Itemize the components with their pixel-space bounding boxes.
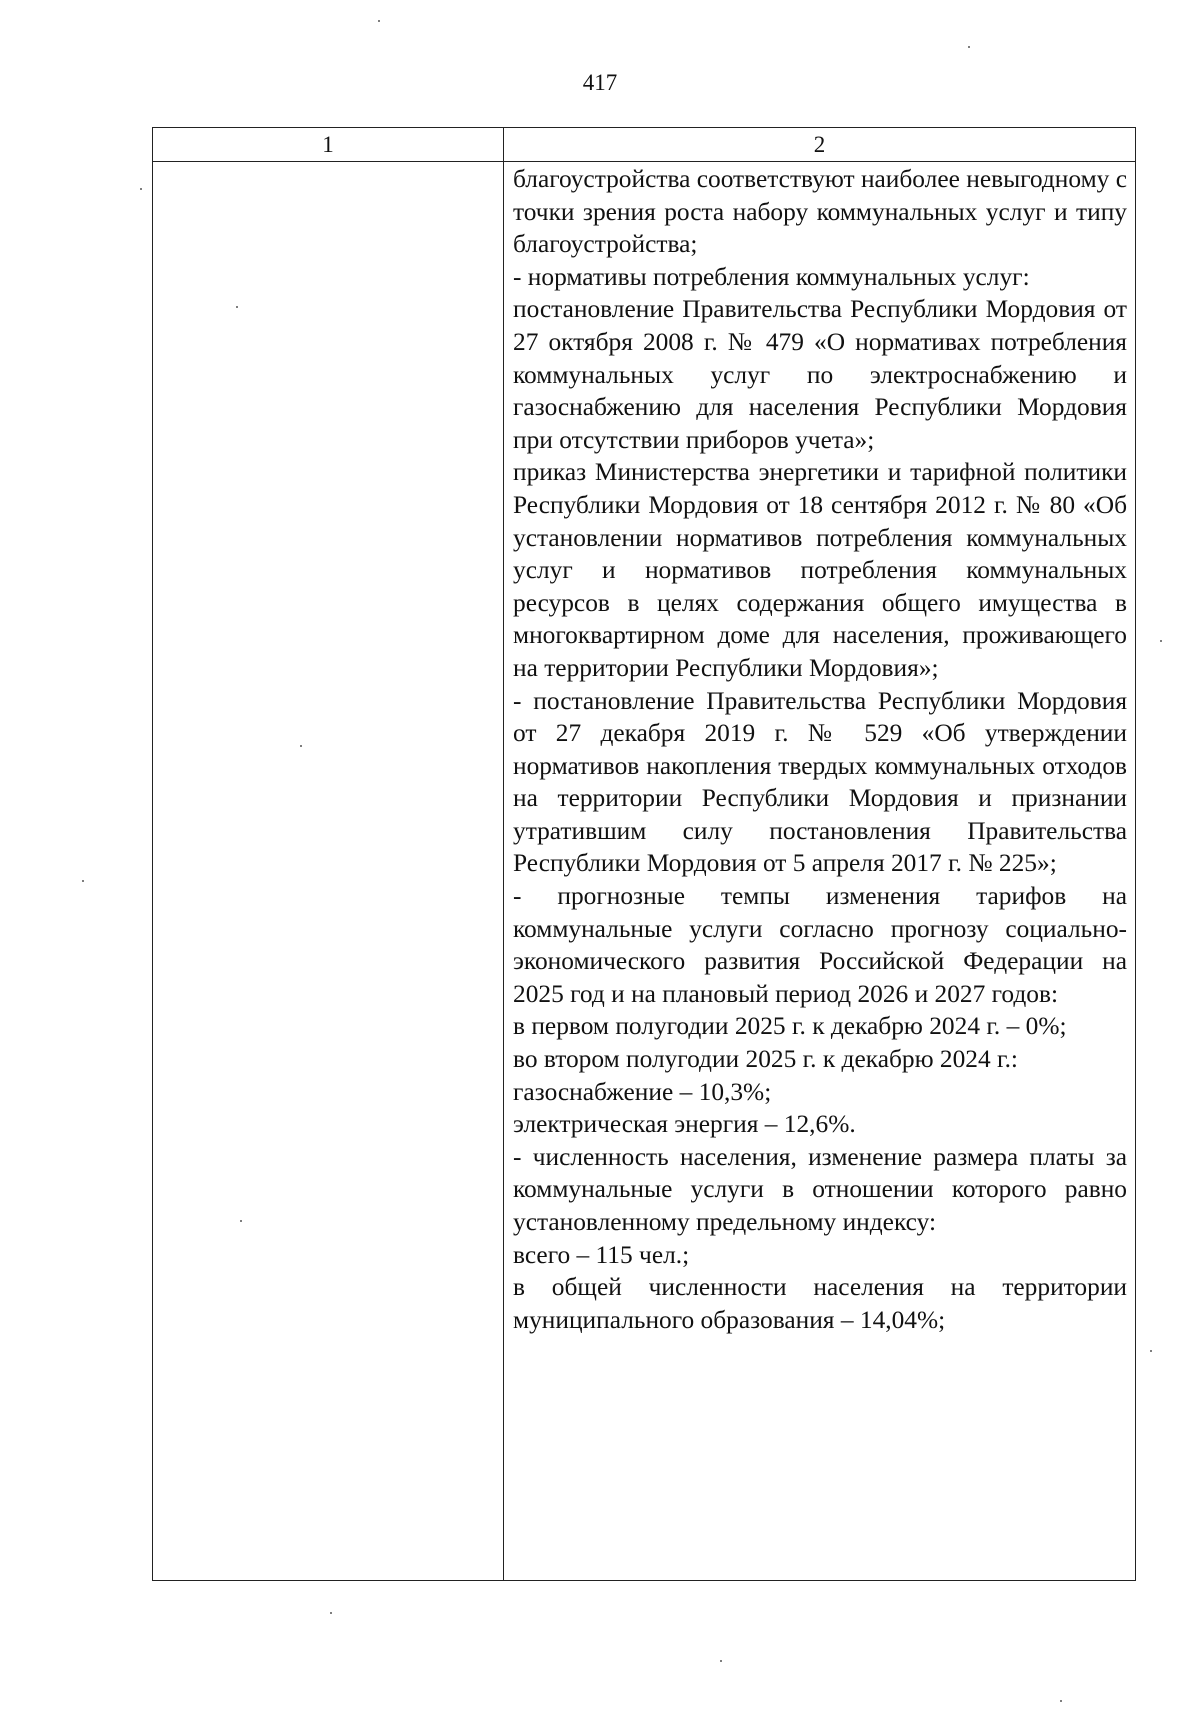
scan-speck	[240, 1220, 242, 1222]
table-header-row	[153, 128, 1135, 162]
paragraph-1: благоустройства соответствуют наиболее невыгодному с точки зрения роста набору коммунальных услуг и типу благоустройства;	[513, 165, 1127, 259]
scan-speck	[378, 20, 380, 22]
paragraph-12: всего – 115 чел.;	[513, 1240, 690, 1269]
scan-speck	[968, 46, 970, 48]
paragraph-5: - постановление Правительства Республики Мордовия от 27 декабря 2019 г. № 529 «Об утверждении нормативов накопления твердых коммунальных отходов на территории Республики Мордовия и признании утратившим силу постановления Правительства Республики Мордовия от 5 апреля 2017 г. № 225»;	[513, 686, 1127, 878]
column-1-header: 1	[322, 132, 334, 157]
column-2-header: 2	[813, 132, 826, 157]
scan-speck	[720, 1660, 722, 1662]
paragraph-4: приказ Министерства энергетики и тарифной политики Республики Мордовия от 18 сентября 2012 г. № 80 «Об установлении нормативов потребления коммунальных услуг и нормативов потребления коммунальных ресурсов в целях содержания общего имущества в многоквартирном доме для населения, проживающего на территории Республики Мордовия»;	[513, 458, 1127, 682]
column-divider	[503, 128, 504, 1580]
paragraph-7: в первом полугодии 2025 г. к декабрю 2024 г. – 0%;	[513, 1012, 1067, 1041]
paragraph-6: - прогнозные темпы изменения тарифов на коммунальные услуги согласно прогнозу социально-экономического развития Российской Федерации на 2025 год и на плановый период 2026 и 2027 годов:	[513, 882, 1127, 1008]
paragraph-9: газоснабжение – 10,3%;	[513, 1077, 772, 1106]
paragraph-3: постановление Правительства Республики Мордовия от 27 октября 2008 г. № 479 «О нормативах потребления коммунальных услуг по электроснабжению и газоснабжению для населения Республики Мордовия при отсутствии приборов учета»;	[513, 295, 1127, 454]
scan-speck	[1150, 1350, 1152, 1352]
scan-speck	[330, 1612, 332, 1614]
scan-speck	[300, 745, 302, 747]
document-table	[152, 127, 1136, 1581]
scan-speck	[236, 306, 238, 308]
scan-speck	[82, 880, 84, 882]
scan-speck	[1160, 640, 1162, 642]
paragraph-11: - численность населения, изменение размера платы за коммунальные услуги в отношении которого равно установленному предельному индексу:	[513, 1142, 1127, 1236]
paragraph-13: в общей численности населения на территории муниципального образования – 14,04%;	[513, 1273, 1127, 1334]
column-2-content	[513, 163, 1127, 1336]
paragraph-2: - нормативы потребления коммунальных услуг:	[513, 262, 1030, 291]
paragraph-8: во втором полугодии 2025 г. к декабрю 2024 г.:	[513, 1045, 1018, 1074]
scan-speck	[140, 188, 142, 190]
scan-speck	[1060, 1700, 1062, 1702]
page-number: 417	[582, 70, 618, 95]
paragraph-10: электрическая энергия – 12,6%.	[513, 1110, 856, 1139]
